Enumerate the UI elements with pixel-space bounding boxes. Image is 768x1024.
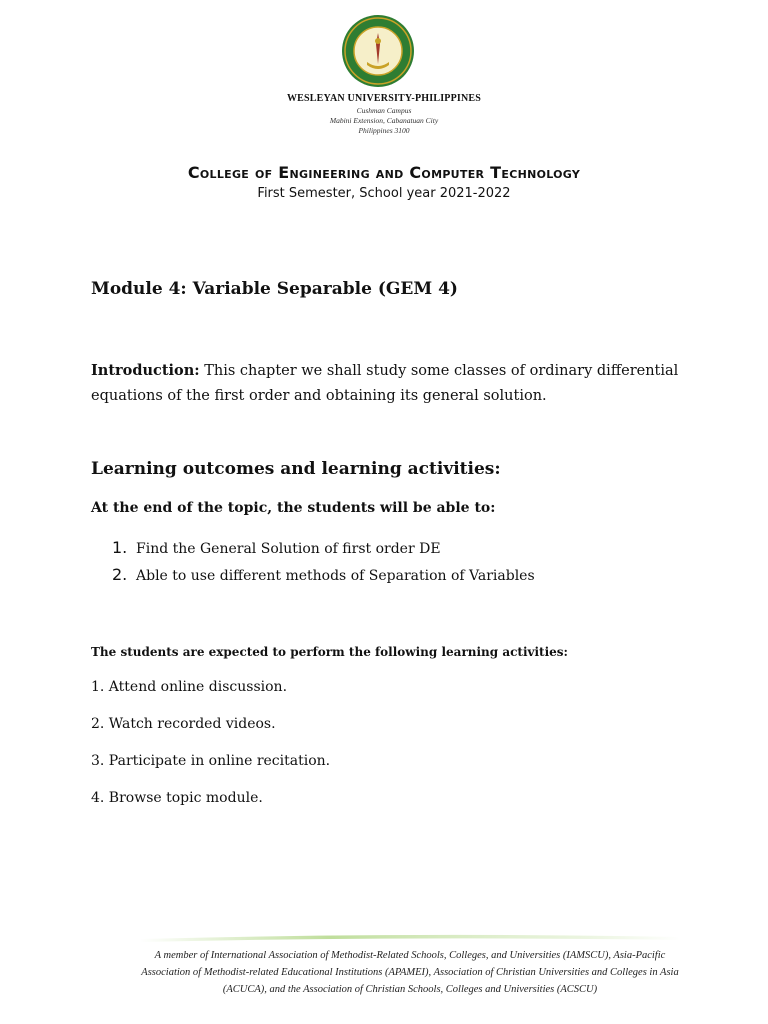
college-title: College of Engineering and Computer Technology — [187, 163, 581, 182]
address-line-street: Mabini Extension, Cabanatuan City — [329, 116, 439, 125]
outcomes-list — [112, 538, 535, 592]
activity-item: 1. Attend online discussion. — [91, 679, 288, 695]
university-name: WESLEYAN UNIVERSITY-PHILIPPINES — [286, 93, 482, 104]
list-item-number: 2. — [112, 565, 128, 584]
university-seal-logo — [341, 14, 415, 88]
intro-colon: : — [194, 362, 200, 379]
module-title: Module 4: Variable Separable (GEM 4) — [91, 279, 458, 299]
intro-text: This chapter we shall study some classes of ordinary differential equations of the first order and obtaining its general solution. — [91, 363, 679, 404]
introduction-paragraph — [91, 358, 691, 409]
address-line-country: Philippines 3100 — [358, 126, 410, 135]
address-line-campus: Cushman Campus — [356, 106, 412, 115]
intro-label: Introduction — [91, 362, 195, 379]
list-item-text: Find the General Solution of first order DE — [136, 541, 441, 557]
footer-decorative-band — [140, 930, 680, 944]
outcomes-heading: Learning outcomes and learning activities: — [91, 459, 501, 479]
list-item-number: 1. — [112, 538, 128, 557]
list-item — [112, 565, 535, 592]
activity-item: 2. Watch recorded videos. — [91, 716, 276, 732]
list-item — [112, 538, 535, 565]
footer-membership-text: A member of International Association of Methodist-Related Schools, Colleges, and Universities (IAMSCU), Asia-Pacific Association of Methodist-related Educational Institutions (APAMEI), Association of Christian Universities and Colleges in Asia (ACUCA), and the Association of Christian Schools, Colleges and Universities (ACSCU) — [141, 950, 679, 995]
outcomes-lead: At the end of the topic, the students will be able to: — [91, 500, 496, 516]
activities-heading: The students are expected to perform the following learning activities: — [91, 645, 568, 659]
semester-line: First Semester, School year 2021-2022 — [257, 186, 511, 201]
activity-item: 3. Participate in online recitation. — [91, 753, 331, 769]
activity-item: 4. Browse topic module. — [91, 790, 263, 806]
list-item-text: Able to use different methods of Separation of Variables — [136, 568, 535, 584]
